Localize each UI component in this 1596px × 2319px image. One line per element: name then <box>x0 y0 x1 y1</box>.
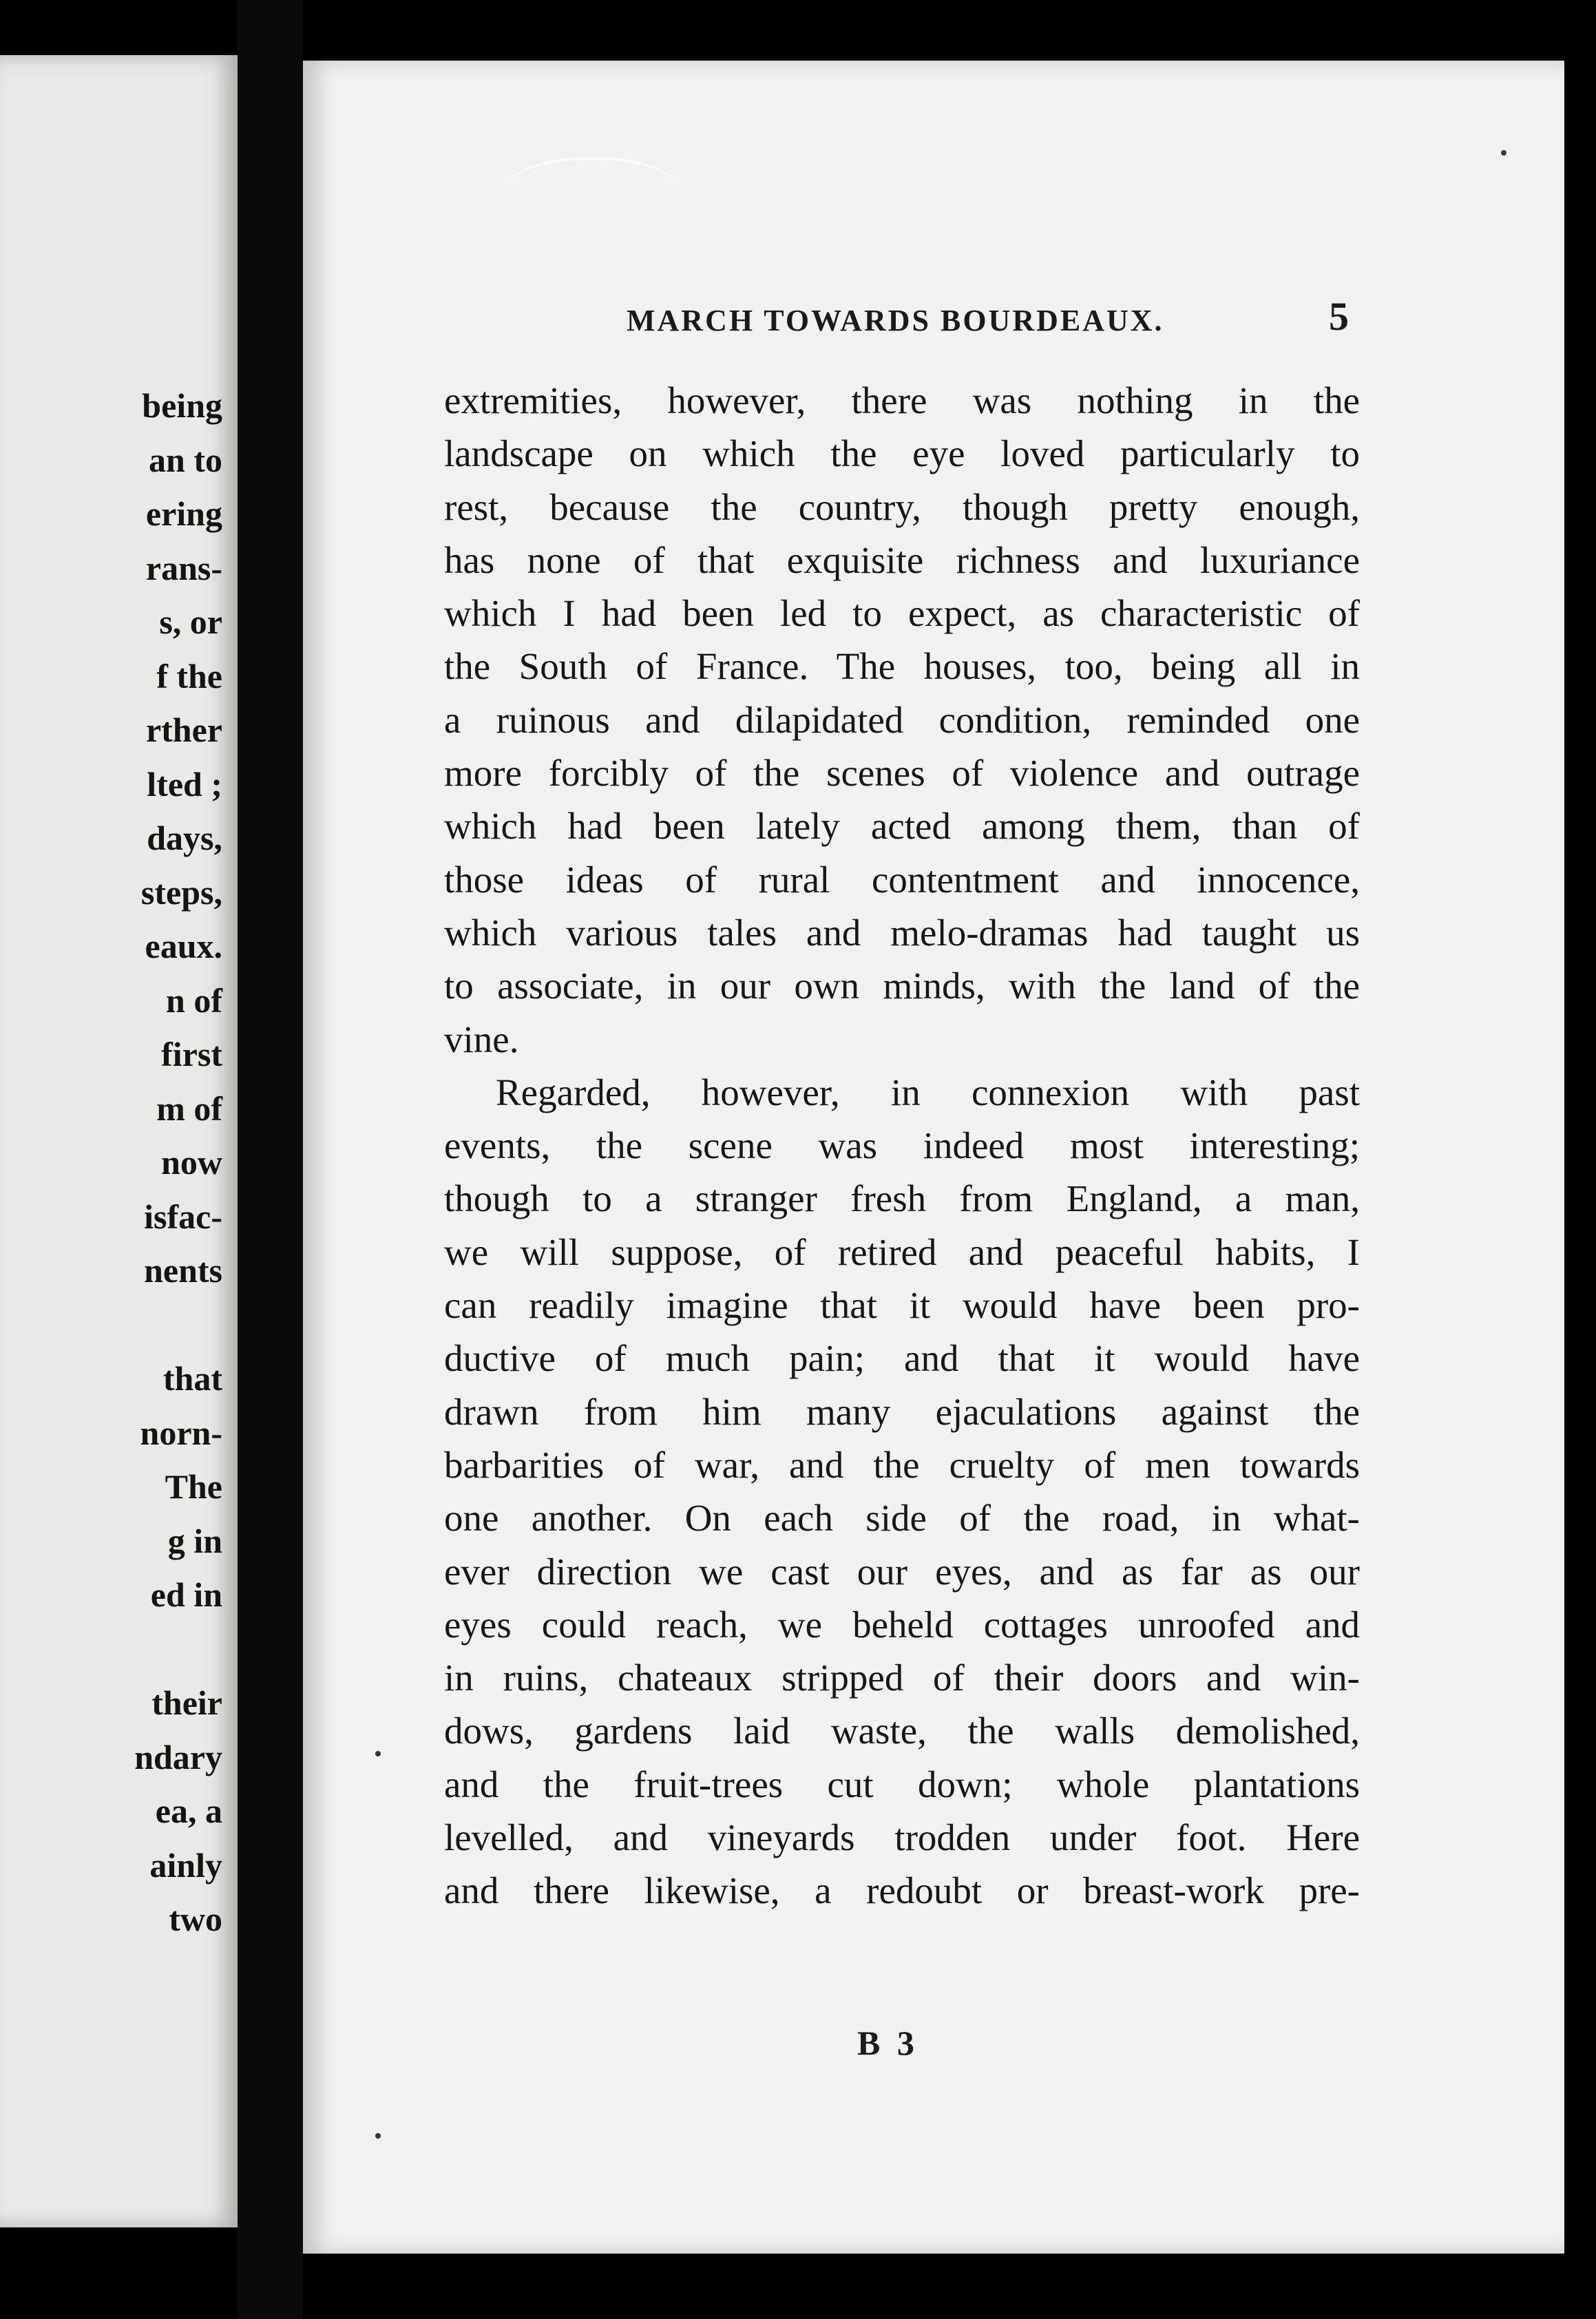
left-line: that <box>162 1359 222 1398</box>
ink-speck <box>375 2133 381 2139</box>
left-line: ed in <box>150 1575 222 1614</box>
left-line: ainly <box>149 1845 222 1885</box>
text-line: a ruinous and dilapidated condition, reminded one <box>444 698 1360 741</box>
text-line: and there likewise, a redoubt or breast-work pre- <box>444 1869 1360 1912</box>
text-line: events, the scene was indeed most interesting; <box>444 1124 1360 1167</box>
left-line: steps, <box>140 872 222 912</box>
text-line: which had been lately acted among them, than of <box>444 805 1360 848</box>
previous-page-text <box>134 379 222 1947</box>
left-line: nents <box>144 1251 222 1290</box>
left-line: two <box>169 1900 222 1938</box>
left-line: ndary <box>134 1737 222 1776</box>
left-line: eaux. <box>145 927 222 965</box>
page-number: 5 <box>1329 294 1349 339</box>
text-line: landscape on which the eye loved particularly to <box>444 432 1360 475</box>
left-line: m of <box>156 1089 222 1128</box>
text-line: extremities, however, there was nothing in the <box>444 379 1360 421</box>
text-line: to associate, in our own minds, with the land of the <box>444 965 1360 1007</box>
left-line: being <box>142 386 222 425</box>
left-line <box>134 1622 222 1677</box>
text-line: Regarded, however, in connexion with past <box>496 1071 1360 1113</box>
text-line: barbarities of war, and the cruelty of men towards <box>444 1443 1360 1486</box>
text-line: which various tales and melo-dramas had taught us <box>444 911 1360 954</box>
running-head: MARCH TOWARDS BOURDEAUX. <box>627 304 1164 337</box>
paper-crease <box>510 157 675 215</box>
left-line: isfac- <box>144 1197 222 1236</box>
current-page <box>303 61 1564 2254</box>
text-line: those ideas of rural contentment and innocence, <box>444 858 1360 901</box>
previous-page <box>0 55 238 2227</box>
text-line: ever direction we cast our eyes, and as far as our <box>444 1550 1360 1593</box>
left-line: their <box>151 1683 222 1722</box>
text-line: eyes could reach, we beheld cottages unroofed and <box>444 1603 1360 1646</box>
text-line: levelled, and vineyards trodden under foot. Here <box>444 1816 1360 1859</box>
left-line: n of <box>166 980 222 1020</box>
left-line: ea, a <box>155 1792 222 1830</box>
left-line: rther <box>145 711 222 749</box>
left-line <box>134 1298 222 1352</box>
left-line: lted ; <box>147 764 222 804</box>
left-line: days, <box>147 819 222 857</box>
text-line: dows, gardens laid waste, the walls demolished, <box>444 1710 1360 1752</box>
left-line: rans- <box>145 548 222 587</box>
text-line: though to a stranger fresh from England, a man, <box>444 1177 1360 1220</box>
text-line: in ruins, chateaux stripped of their doors and win- <box>444 1657 1360 1699</box>
text-line: we will suppose, of retired and peaceful habits, I <box>444 1230 1360 1273</box>
text-line: ductive of much pain; and that it would have <box>444 1337 1360 1380</box>
book-gutter <box>238 0 303 2319</box>
ink-speck <box>1501 150 1506 156</box>
text-line: the South of France. The houses, too, being all in <box>444 645 1360 688</box>
ink-speck <box>375 1751 381 1756</box>
left-line: norn- <box>140 1413 222 1452</box>
left-line: s, or <box>159 602 222 641</box>
text-line: and the fruit-trees cut down; whole plantations <box>444 1763 1360 1805</box>
text-line: has none of that exquisite richness and luxuriance <box>444 538 1360 581</box>
text-line: which I had been led to expect, as characteristic of <box>444 592 1360 635</box>
page-body <box>444 374 1360 1918</box>
text-line: vine. <box>444 1018 519 1060</box>
text-line: rest, because the country, though pretty enough, <box>444 485 1360 528</box>
text-line: can readily imagine that it would have been pro- <box>444 1284 1360 1327</box>
signature-mark: B 3 <box>857 2024 918 2062</box>
left-line: f the <box>156 656 222 695</box>
text-line: more forcibly of the scenes of violence and outrage <box>444 752 1360 795</box>
left-line: first <box>161 1035 222 1073</box>
left-line: now <box>161 1143 222 1182</box>
text-line: one another. On each side of the road, in what- <box>444 1497 1360 1540</box>
left-line: an to <box>149 440 222 479</box>
left-line: g in <box>167 1521 222 1560</box>
text-line: drawn from him many ejaculations against the <box>444 1390 1360 1433</box>
left-line: ering <box>145 494 222 533</box>
left-line: The <box>165 1467 222 1506</box>
